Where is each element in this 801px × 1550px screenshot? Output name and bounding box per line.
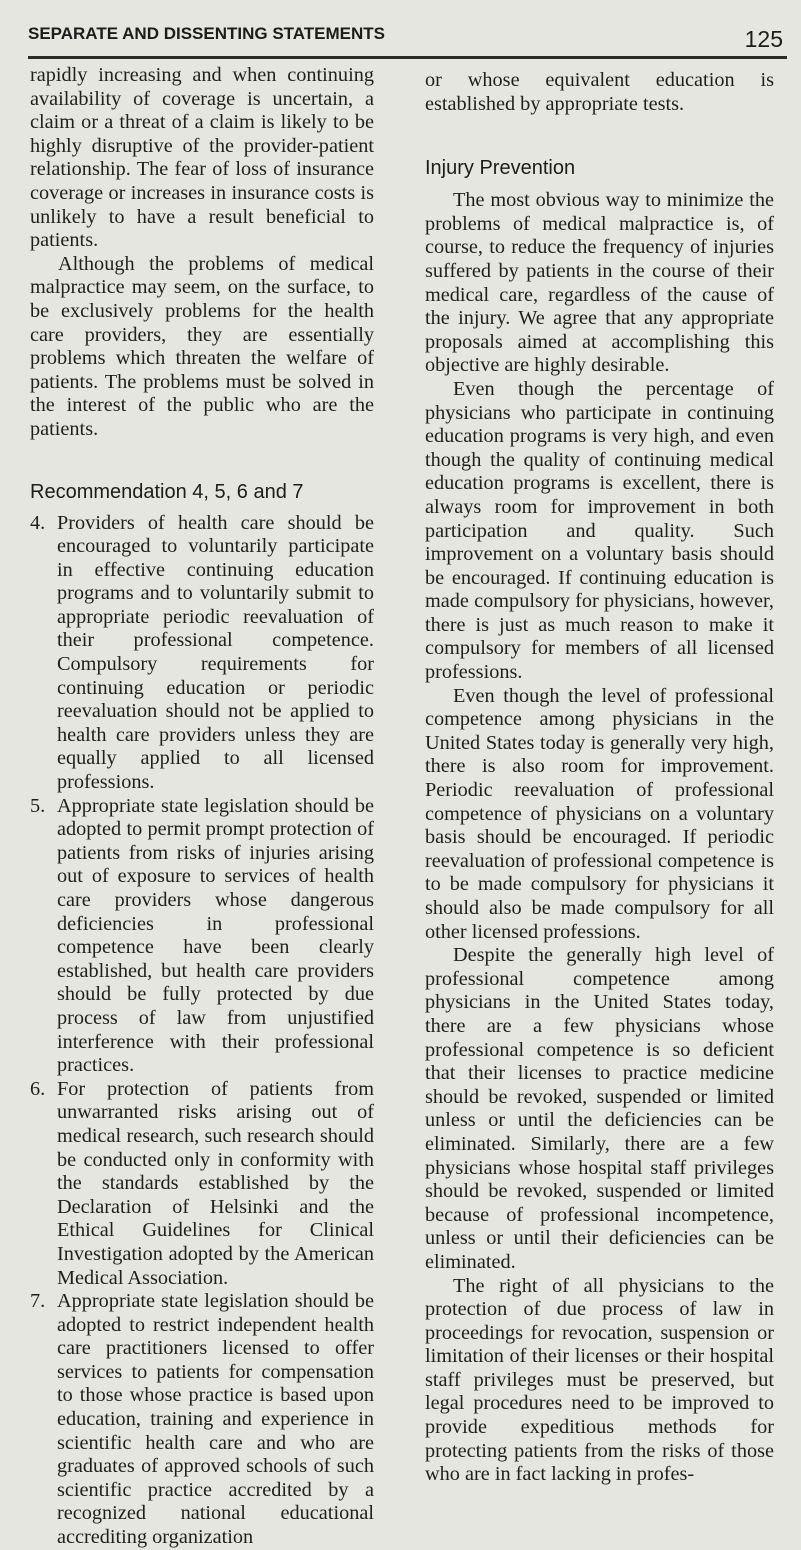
page-header [28, 8, 787, 59]
intro-paragraph: rapidly increasing and when continuing availability of coverage is uncertain, a claim or a threat of a claim is likely to be highly disruptive of the provider-patient relationship. The fear of loss of insurance coverage or increases in insurance costs is unlikely to have a result beneficial to patients. [30, 64, 374, 252]
body-paragraph: The most obvious way to minimize the problems of medical malpractice is, of course, to reduce the frequency of injuries suffered by patients in the course of their medical care, regardless of the cause of the injury. We agree that any appropriate proposals aimed at accomplishing this objective are highly desirable. [425, 189, 774, 377]
section-heading: Recommendation 4, 5, 6 and 7 [30, 480, 304, 503]
left-column [30, 64, 374, 1550]
recommendation-text: Appropriate state legislation should be adopted to permit prompt protection of patients from risks of injuries arising out of exposure to services of health care providers whose dangerous deficiencies in professional competence have been clearly established, but health care providers should be fully protected by due process of law from unjustified interference with their professional practices. [57, 794, 374, 1077]
body-paragraph: Although the problems of medical malpractice may seem, on the surface, to be exclusively problems for the health care providers, they are essentially problems which threaten the welfare of patients. The problems must be solved in the interest of the public who are the patients. [30, 252, 374, 440]
recommendation-text: Providers of health care should be encouraged to voluntarily participate in effective continuing education programs and to voluntarily submit to appropriate periodic reevaluation of their professional competence. Compulsory requirements for continuing education or periodic reevaluation should not be applied to health care providers unless they are equally applied to all licensed professions. [57, 511, 374, 794]
page-number: 125 [744, 26, 783, 52]
recommendation-number: 6. [30, 1077, 46, 1100]
recommendation-number: 7. [30, 1290, 46, 1313]
recommendation-item [30, 795, 374, 1078]
recommendation-number: 5. [30, 794, 46, 817]
body-paragraph: Despite the generally high level of professional competence among physicians in the United States today, there are a few physicians whose professional competence is so deficient that their licenses to practice medicine should be revoked, suspended or limited unless or until the deficiencies can be eliminated. Similarly, there are a few physicians whose hospital staff privileges should be revoked, suspended or limited because of professional incompetence, unless or until their deficiencies can be eliminated. [425, 944, 774, 1273]
recommendation-number: 4. [30, 511, 46, 534]
recommendation-item [30, 1078, 374, 1290]
recommendation-item [30, 1290, 374, 1550]
right-column [425, 64, 774, 1487]
continuation-paragraph: or whose equivalent education is established by appropriate tests. [425, 69, 774, 115]
running-head: SEPARATE AND DISSENTING STATEMENTS [28, 24, 386, 43]
body-paragraph: Even though the level of professional competence among physicians in the United States today is generally very high, there is also room for improvement. Periodic reevaluation of professional competence of physicians on a voluntary basis should be encouraged. If periodic reevaluation of professional competence is to be made compulsory for physicians it should also be made compulsory for all other licensed professions. [425, 684, 774, 943]
recommendation-text: For protection of patients from unwarranted risks arising out of medical research, such research should be conducted only in conformity with the standards established by the Declaration of Helsinki and the Ethical Guidelines for Clinical Investigation adopted by the American Medical Association. [57, 1077, 374, 1289]
recommendation-item [30, 512, 374, 795]
recommendation-text: Appropriate state legislation should be adopted to restrict independent health care practitioners licensed to offer services to patients for compensation to those whose practice is based upon education, training and experience in scientific health care and who are graduates of approved schools of such scientific practice accredited by a recognized national educational accrediting organization [57, 1290, 374, 1549]
section-heading: Injury Prevention [425, 157, 576, 180]
body-paragraph: Even though the percentage of physicians who participate in continuing education programs is very high, and even though the quality of continuing medical education programs is excellent, there is always room for improvement in both participation and quality. Such improvement on a voluntary basis should be encouraged. If continuing education is made compulsory for physicians, however, there is just as much reason to make it compulsory for members of all licensed professions. [425, 377, 774, 684]
body-paragraph: The right of all physicians to the protection of due process of law in proceedings for revocation, suspension or limitation of their licenses or their hospital staff privileges must be preserved, but legal procedures need to be improved to provide expeditious methods for protecting patients from the risks of those who are in fact lacking in profes- [425, 1274, 774, 1486]
recommendation-list [30, 512, 374, 1550]
